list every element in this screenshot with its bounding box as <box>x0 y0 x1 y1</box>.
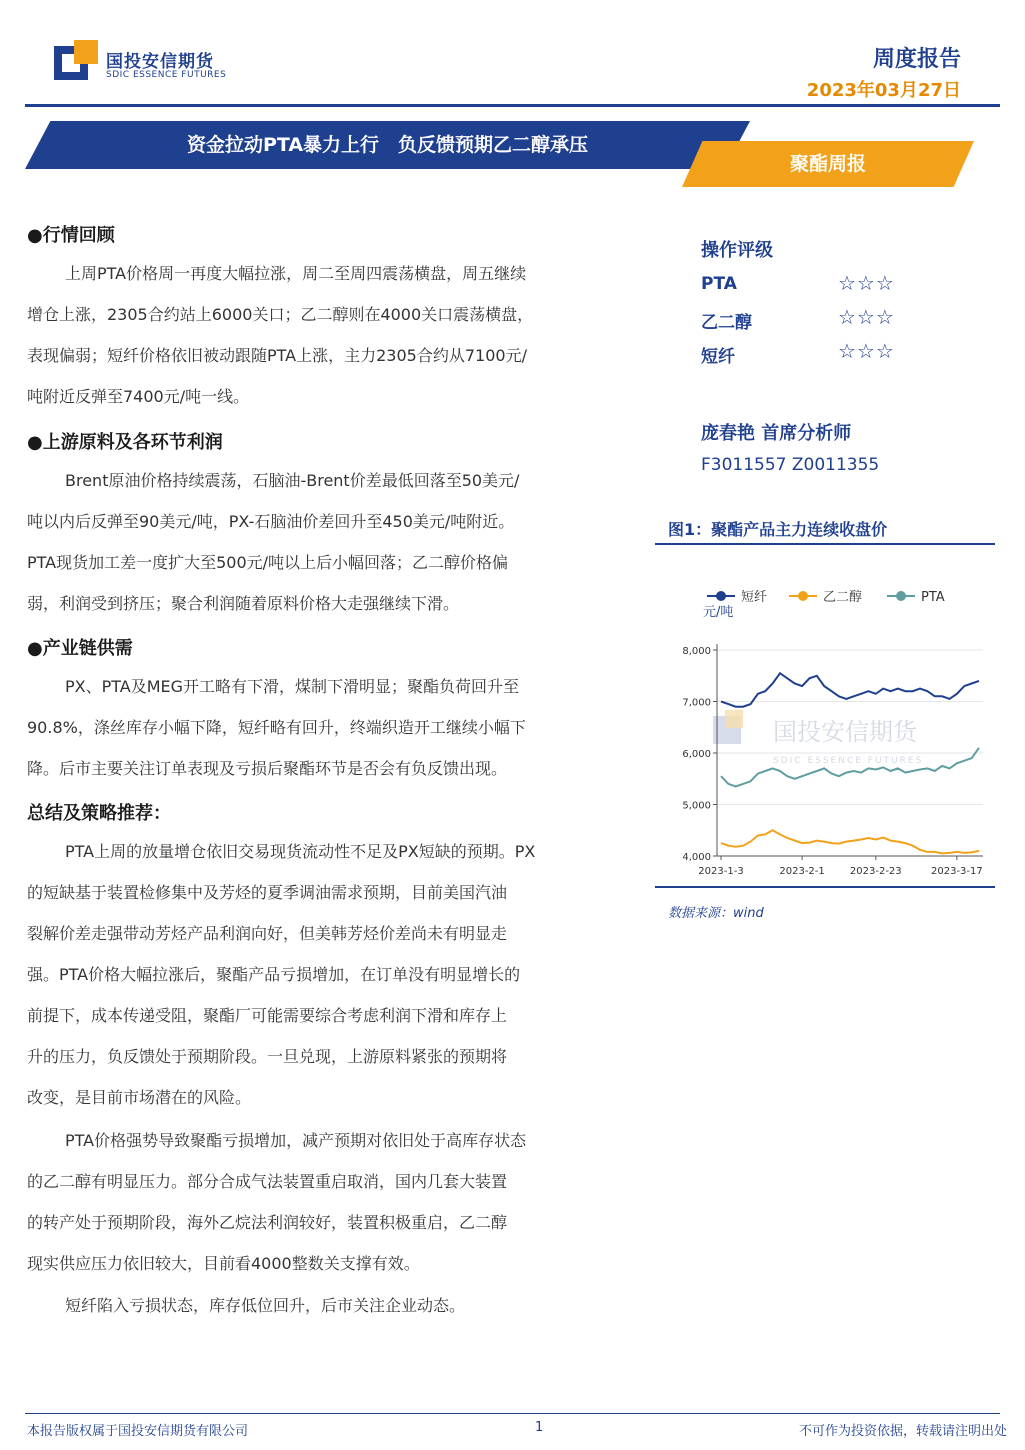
legend-marker <box>798 591 808 601</box>
legend-marker <box>716 591 726 601</box>
text-line: 的转产处于预期阶段，海外乙烷法利润较好，装置积极重启，乙二醇 <box>27 1213 508 1232</box>
text-line: PTA现货加工差一度扩大至500元/吨以上后小幅回落；乙二醇价格偏 <box>27 553 509 572</box>
text-line: 增仓上涨，2305合约站上6000关口；乙二醇则在4000关口震荡横盘， <box>27 305 534 324</box>
text-line: 升的压力，负反馈处于预期阶段。一旦兑现，上游原料紧张的预期将 <box>27 1047 508 1066</box>
text-line: 的乙二醇有明显压力。部分合成气法装置重启取消，国内几套大装置 <box>27 1172 508 1191</box>
watermark-text-en: SDIC ESSENCE FUTURES <box>773 756 924 766</box>
text-line: PX、PTA及MEG开工略有下滑，煤制下滑明显；聚酯负荷回升至 <box>65 677 520 696</box>
series-line <box>721 830 979 853</box>
text-line: 改变，是目前市场潜在的风险。 <box>27 1088 252 1107</box>
footer-copyright: 本报告版权属于国投安信期货有限公司 <box>27 1424 249 1439</box>
summary-paragraph-2 <box>27 1120 639 1284</box>
y-tick-label: 7,000 <box>682 697 711 709</box>
text-line: 上周PTA价格周一再度大幅拉涨，周二至周四震荡横盘，周五继续 <box>65 264 527 283</box>
report-date: 2023年03月27日 <box>806 80 961 101</box>
legend-label: 短纤 <box>741 590 768 605</box>
x-tick-label: 2023-3-17 <box>931 866 983 877</box>
report-type: 周度报告 <box>872 47 961 72</box>
price-line-chart <box>655 548 995 884</box>
figure-divider-bottom <box>655 886 995 888</box>
text-line: 降。后市主要关注订单表现及亏损后聚酯环节是否会有负反馈出现。 <box>27 759 508 778</box>
company-logo-icon <box>54 40 98 84</box>
chart-watermark <box>713 710 923 766</box>
y-axis <box>682 644 983 863</box>
analyst-name: 庞春艳 首席分析师 <box>701 423 852 444</box>
text-line: 弱，利润受到挤压；聚合利润随着原料价格大走强继续下滑。 <box>27 594 460 613</box>
text-line: 短纤陷入亏损状态，库存低位回升，后市关注企业动态。 <box>65 1296 466 1315</box>
logo-cn-text: 国投安信期货 <box>106 52 214 72</box>
logo-en-text: SDIC ESSENCE FUTURES <box>106 70 227 80</box>
section-heading-review: ●行情回顾 <box>27 225 115 246</box>
page-number: 1 <box>535 1420 544 1435</box>
x-tick-label: 2023-2-23 <box>849 866 902 877</box>
legend-marker <box>896 591 906 601</box>
legend-label: 乙二醇 <box>823 590 863 605</box>
text-line: PTA价格强势导致聚酯亏损增加，减产预期对依旧处于高库存状态 <box>65 1131 527 1150</box>
legend-label: PTA <box>921 590 945 605</box>
y-tick-label: 5,000 <box>682 800 711 812</box>
section-heading-supply: ●产业链供需 <box>27 638 133 659</box>
review-paragraph <box>27 253 639 417</box>
section-heading-upstream: ●上游原料及各环节利润 <box>27 432 223 453</box>
text-line: 强。PTA价格大幅拉涨后，聚酯产品亏损增加，在订单没有明显增长的 <box>27 965 521 984</box>
summary-paragraph-1 <box>27 831 639 1118</box>
figure-divider-top <box>655 543 995 545</box>
watermark-logo-icon <box>725 710 743 728</box>
summary-paragraph-3 <box>27 1285 639 1326</box>
y-tick-label: 6,000 <box>682 749 711 760</box>
text-line: Brent原油价格持续震荡，石脑油-Brent价差最低回落至50美元/ <box>65 471 520 490</box>
section-heading-summary: 总结及策略推荐： <box>27 803 171 824</box>
footer-disclaimer: 不可作为投资依据，转载请注明出处 <box>798 1424 1007 1439</box>
upstream-paragraph <box>27 460 639 624</box>
text-line: 吨附近反弹至7400元/吨一线。 <box>27 387 250 406</box>
x-axis <box>698 856 983 877</box>
rating-name-psf: 短纤 <box>701 347 735 367</box>
rating-stars-pta: ☆☆☆ <box>838 271 895 295</box>
figure-title: 图1：聚酯产品主力连续收盘价 <box>668 520 888 539</box>
text-line: 前提下，成本传递受阻，聚酯厂可能需要综合考虑利润下滑和库存上 <box>27 1006 508 1025</box>
header-divider <box>25 104 1000 107</box>
text-line: 表现偏弱；短纤价格依旧被动跟随PTA上涨，主力2305合约从7100元/ <box>27 346 527 365</box>
rating-title: 操作评级 <box>701 240 773 261</box>
rating-stars-psf: ☆☆☆ <box>838 339 895 363</box>
footer-divider <box>25 1413 1000 1414</box>
x-tick-label: 2023-2-1 <box>779 866 825 877</box>
rating-name-meg: 乙二醇 <box>701 313 752 333</box>
watermark-text: 国投安信期货 <box>773 718 917 746</box>
y-axis-label: 元/吨 <box>703 605 734 620</box>
supply-paragraph <box>27 666 639 789</box>
chart-legend <box>707 589 945 605</box>
text-line: 吨以内后反弹至90美元/吨，PX-石脑油价差回升至450美元/吨附近。 <box>27 512 515 531</box>
text-line: 现实供应压力依旧较大，目前看4000整数关支撑有效。 <box>27 1254 420 1273</box>
rating-stars-meg: ☆☆☆ <box>838 305 895 329</box>
report-title: 资金拉动PTA暴力上行 负反馈预期乙二醇承压 <box>186 134 589 156</box>
series-line <box>721 748 979 787</box>
text-line: 的短缺基于装置检修集中及芳烃的夏季调油需求预期，目前美国汽油 <box>27 883 508 902</box>
report-category: 聚酯周报 <box>789 153 866 175</box>
text-line: PTA上周的放量增仓依旧交易现货流动性不足及PX短缺的预期。PX <box>65 842 536 861</box>
text-line: 90.8%，涤丝库存小幅下降，短纤略有回升，终端织造开工继续小幅下 <box>27 718 526 737</box>
text-line: 裂解价差走强带动芳烃产品利润向好，但美韩芳烃价差尚未有明显走 <box>27 924 508 943</box>
y-tick-label: 8,000 <box>682 646 711 657</box>
rating-name-pta: PTA <box>701 274 737 294</box>
x-tick-label: 2023-1-3 <box>698 866 744 877</box>
data-source: 数据来源：wind <box>668 906 764 921</box>
analyst-license: F3011557 Z0011355 <box>701 455 880 475</box>
y-tick-label: 4,000 <box>682 852 711 863</box>
